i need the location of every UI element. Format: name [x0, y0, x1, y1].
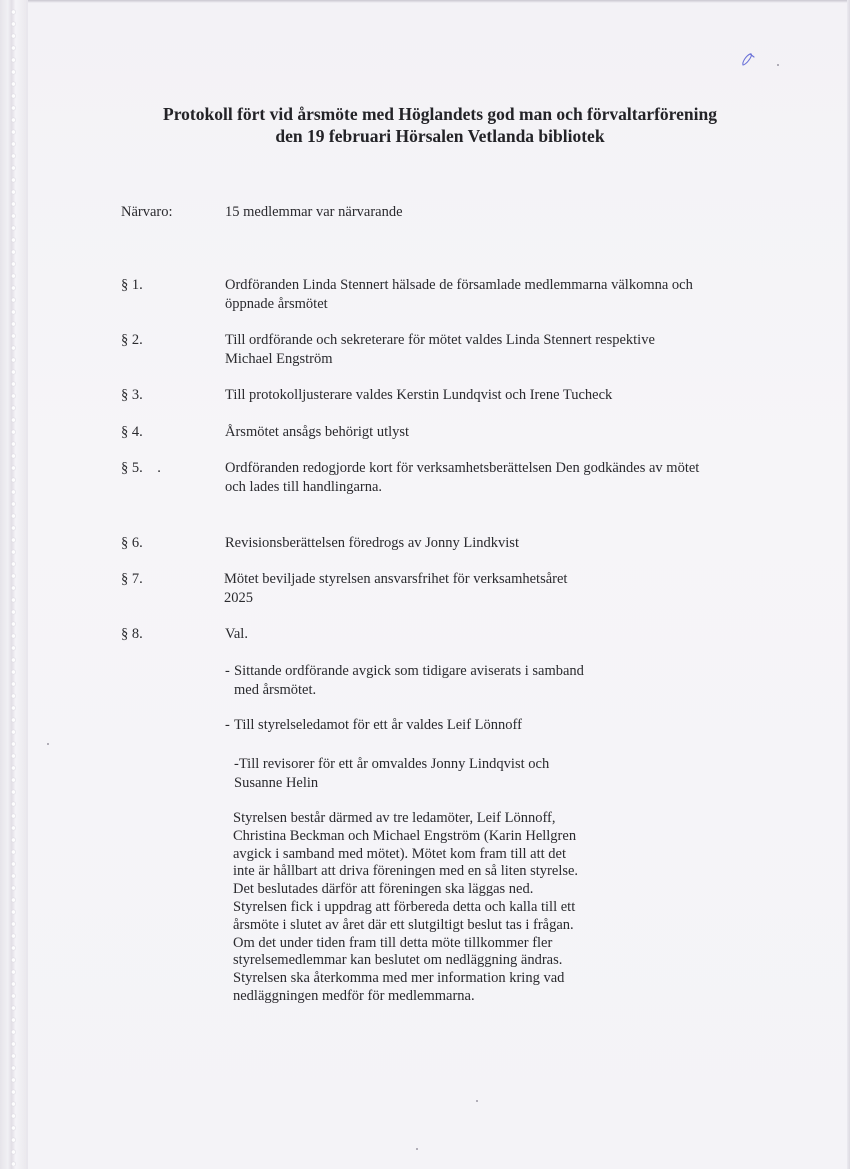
bullet-dash: -: [225, 663, 230, 679]
scan-speck: [777, 64, 779, 66]
section-text-line: 2025: [224, 590, 253, 606]
election-text-line: med årsmötet.: [234, 682, 317, 698]
section-text-line: och lades till handlingarna.: [225, 479, 383, 495]
attendance-label: Närvaro:: [121, 204, 173, 220]
scan-speck: [416, 1148, 418, 1150]
section-number: § 5. .: [121, 460, 161, 476]
binding-perforations: [11, 6, 16, 1166]
attendance-text: 15 medlemmar var närvarande: [225, 204, 403, 220]
election-item-3: [234, 755, 549, 793]
paragraph-line: nedläggningen medför för medlemmarna.: [233, 987, 475, 1004]
paragraph-line: avgick i samband med mötet). Mötet kom fram till att det: [233, 845, 567, 862]
paragraph-line: inte är hållbart att driva föreningen med en så liten styrelse.: [233, 863, 579, 880]
paragraph-line: Christina Beckman och Michael Engström (Karin Hellgren: [233, 827, 577, 844]
section-number: § 4.: [121, 424, 143, 440]
scan-speck: [47, 743, 49, 745]
section-text-line: Till ordförande och sekreterare för mötet valdes Linda Stennert respektive: [225, 332, 655, 348]
paragraph-line: Styrelsen består därmed av tre ledamöter, Leif Lönnoff,: [233, 810, 556, 826]
paragraph-line: Styrelsen fick i uppdrag att förbereda detta och kalla till ett: [233, 898, 576, 915]
closing-paragraph: [233, 810, 578, 1006]
plastic-sleeve-binding: [0, 0, 27, 1169]
election-item-1: [225, 662, 584, 700]
section-number: § 3.: [121, 387, 143, 403]
election-text-line: Susanne Helin: [234, 775, 319, 791]
title-line-2: den 19 februari Hörsalen Vetlanda bibliotek: [275, 126, 605, 146]
bullet-dash: -: [225, 717, 230, 733]
scan-speck: [476, 1100, 478, 1102]
election-item-2: [225, 716, 522, 735]
section-number: § 8.: [121, 626, 143, 642]
title-line-1: Protokoll fört vid årsmöte med Höglandets god man och förvaltarförening: [163, 104, 717, 124]
section-number: § 1.: [121, 277, 143, 293]
election-text-line: Sittande ordförande avgick som tidigare aviserats i samband: [234, 663, 584, 679]
scan-top-shadow: [0, 0, 850, 3]
section-text-line: Michael Engström: [225, 351, 333, 367]
section-text-line: Årsmötet ansågs behörigt utlyst: [225, 424, 410, 440]
paragraph-line: styrelsemedlemmar kan beslutet om nedläggning ändras.: [233, 952, 563, 969]
section-text-line: öppnade årsmötet: [225, 296, 328, 312]
pen-mark-icon: [740, 50, 760, 68]
section-text-line: Ordföranden Linda Stennert hälsade de församlade medlemmarna välkomna och: [225, 277, 693, 293]
section-number: § 2.: [121, 332, 143, 348]
section-text-line: Mötet beviljade styrelsen ansvarsfrihet för verksamhetsåret: [224, 571, 568, 587]
section-text-line: Revisionsberättelsen föredrogs av Jonny Lindkvist: [225, 535, 519, 551]
election-text-line: -Till revisorer för ett år omvaldes Jonny Lindqvist och: [234, 756, 550, 772]
paragraph-line: Det beslutades därför att föreningen ska läggas ned.: [233, 881, 534, 898]
section-number: § 7.: [121, 571, 143, 587]
section-text-line: Ordföranden redogjorde kort för verksamhetsberättelsen Den godkändes av mötet: [225, 460, 700, 476]
section-text-line: Val.: [225, 626, 248, 642]
document-title: [100, 103, 780, 147]
section-number: § 6.: [121, 535, 143, 551]
binding-edge: [26, 0, 28, 1169]
section-text-line: Till protokolljusterare valdes Kerstin Lundqvist och Irene Tucheck: [225, 387, 613, 403]
paragraph-line: Styrelsen ska återkomma med mer information kring vad: [233, 970, 565, 987]
paragraph-line: Om det under tiden fram till detta möte tillkommer fler: [233, 934, 553, 951]
paragraph-line: årsmöte i slutet av året där ett slutgiltigt beslut tas i frågan.: [233, 916, 574, 933]
election-text-line: Till styrelseledamot för ett år valdes Leif Lönnoff: [234, 717, 522, 733]
